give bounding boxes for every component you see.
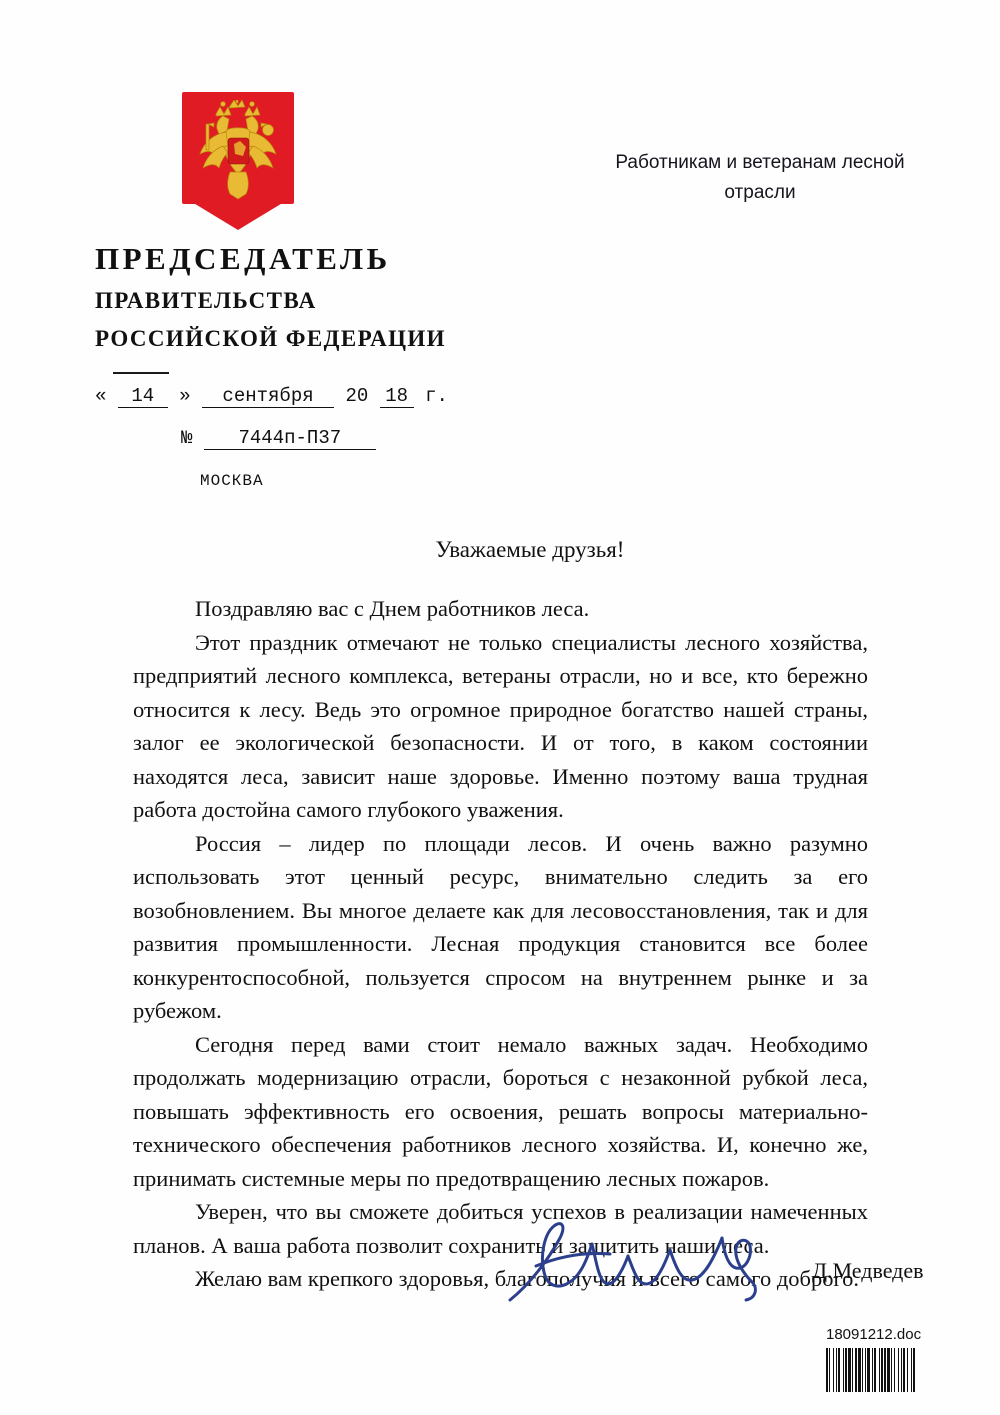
document-file-id: 18091212.doc [826,1326,922,1343]
signer-name: Д.Медведев [812,1258,924,1283]
document-meta-block [95,385,555,490]
letter-body [133,592,868,1296]
coat-of-arms-emblem [182,92,294,232]
letterhead-line-3: РОССИЙСКОЙ ФЕДЕРАЦИИ [95,326,446,351]
paragraph: Россия – лидер по площади лесов. И очень важно разумно использовать этот ценный ресурс, внимательно следить за его возобновлением. Вы многое делаете как для лесовосстановления, так и для развития промышленности. Лесная продукция становится все более конкурентоспособной, пользуется спросом на внутреннем рынке и за рубежом. [133,830,868,1023]
quote-close: » [179,385,191,407]
double-headed-eagle-icon [190,100,286,200]
document-number: 7444п-П37 [204,427,376,450]
city-label: МОСКВА [200,472,264,490]
paragraph: Сегодня перед вами стоит немало важных задач. Необходимо продолжать модернизацию отрасли, бороться с незаконной рубкой леса, повышать эффективность его освоения, решать вопросы материально-технического обеспечения работников лесного хозяйства. И, конечно же, принимать системные меры по предотвращению лесных пожаров. [133,1031,868,1191]
letterhead-block [95,240,525,374]
date-month: сентября [202,385,334,408]
paragraph: Уверен, что вы сможете добиться успехов в реализации намеченных планов. А ваша работа позволит сохранить и защитить наши леса. [133,1199,868,1258]
barcode [826,1348,974,1392]
letterhead-divider [113,372,169,374]
paragraph: Этот праздник отмечают не только специалисты лесного хозяйства, предприятий лесного комплекса, ветераны отрасли, но и все, кто бережно относится к лесу. Ведь это огромное природное богатство нашей страны, залог ее экологической безопасности. И от того, в каком состоянии находятся леса, зависит наше здоровье. Именно поэтому ваша трудная работа достойна самого глубокого уважения. [133,629,868,822]
quote-open: « [95,385,107,407]
date-year: 18 [380,385,414,408]
document-number-line [181,427,555,450]
letterhead-line-1: ПРЕДСЕДАТЕЛЬ [95,241,391,276]
salutation: Уважаемые друзья! [435,537,625,562]
date-century: 20 [345,385,369,407]
date-day: 14 [118,385,168,408]
paragraph: Желаю вам крепкого здоровья, благополучия и всего самого доброго. [195,1266,860,1291]
handwritten-signature [500,1212,800,1322]
date-line [95,385,555,415]
number-label: № [181,427,193,449]
emblem-shield-point [182,196,294,230]
date-year-suffix: г. [425,385,448,407]
paragraph: Поздравляю вас с Днем работников леса. [195,596,590,621]
addressee-block: Работникам и ветеранам лесной отрасли [615,152,905,203]
letterhead-line-2: ПРАВИТЕЛЬСТВА [95,288,317,313]
